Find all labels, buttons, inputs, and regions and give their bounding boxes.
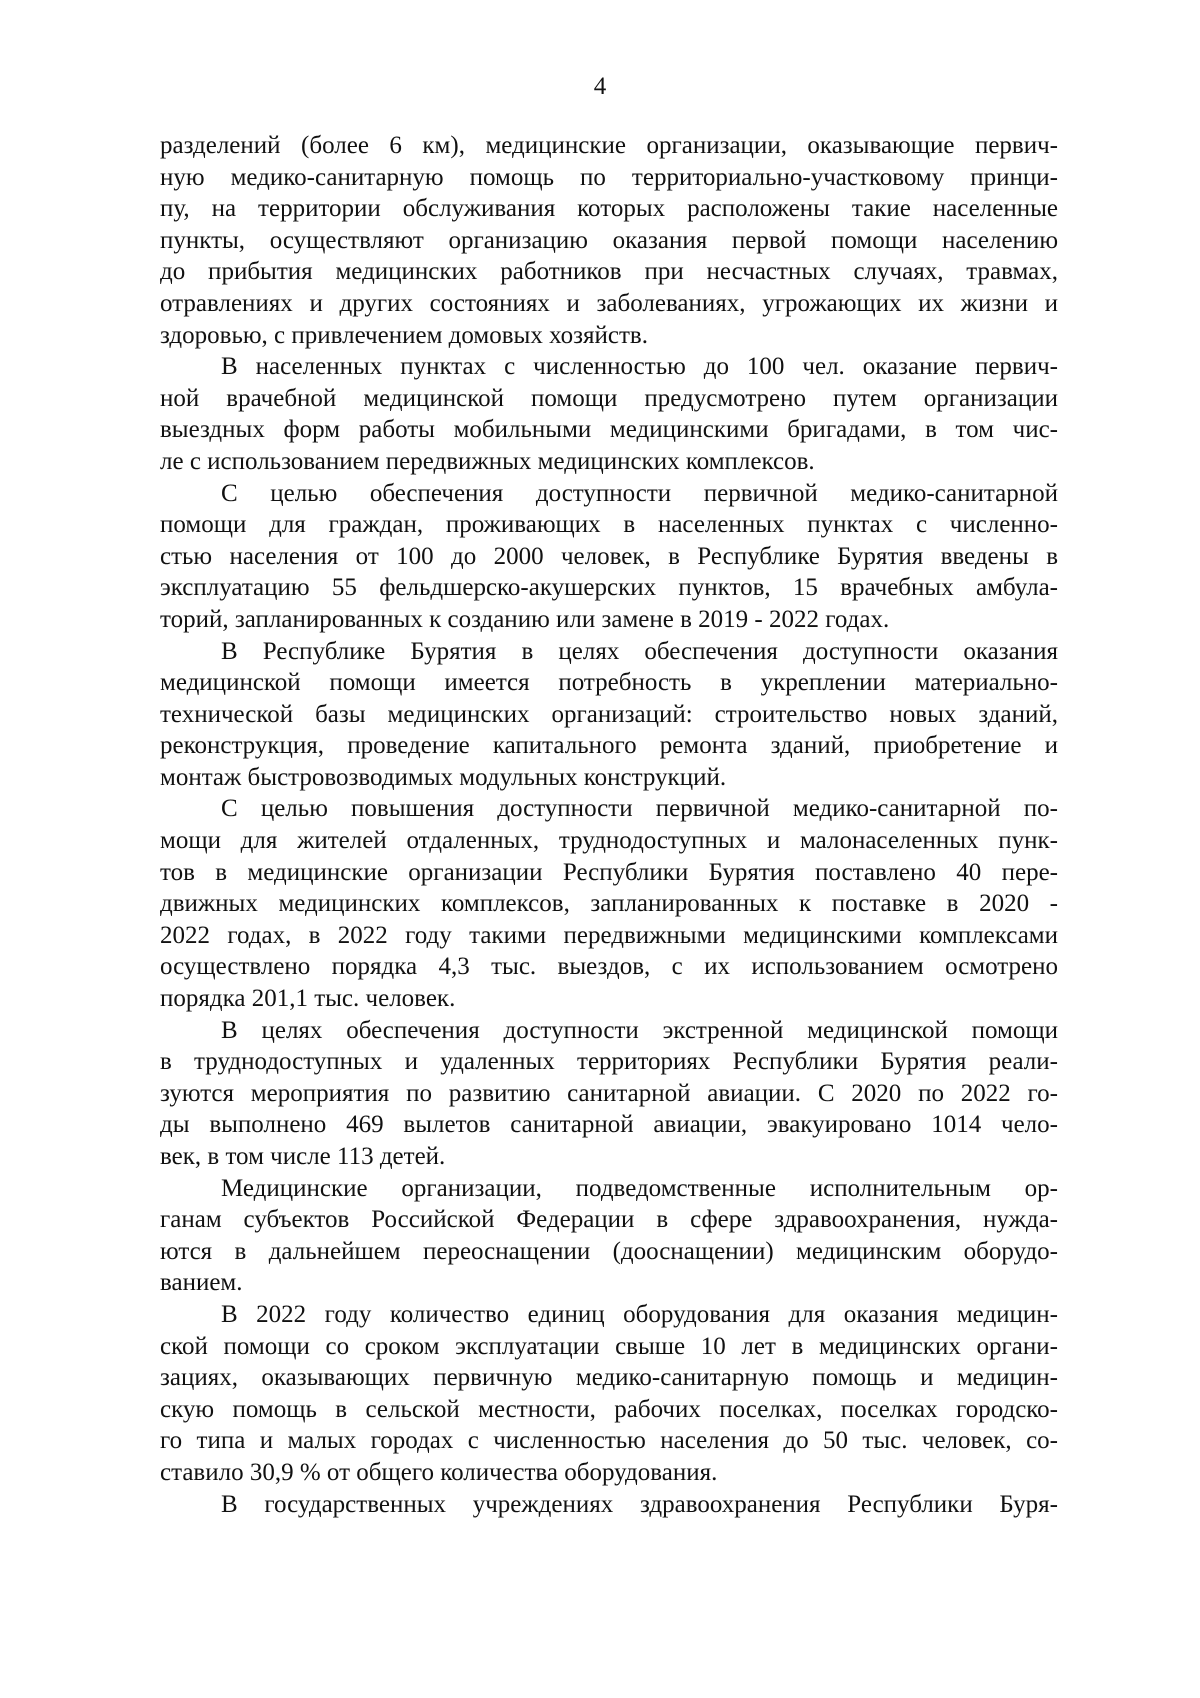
paragraph (160, 1489, 1058, 1521)
page-number: 4 (593, 73, 607, 100)
text-line: ставило 30,9 % от общего количества оборудования. (160, 1458, 718, 1486)
text-line: ганам субъектов Российской Федерации в сфере здравоохранения, нужда- (160, 1206, 1058, 1234)
text-line: в труднодоступных и удаленных территориях Республики Бурятия реали- (160, 1048, 1058, 1076)
text-line: скую помощь в сельской местности, рабочих поселках, поселках городско- (160, 1395, 1058, 1423)
text-line: ды выполнено 469 вылетов санитарной авиации, эвакуировано 1014 чело- (160, 1111, 1058, 1139)
text-line: торий, запланированных к созданию или замене в 2019 - 2022 годах. (160, 605, 890, 633)
text-line: технической базы медицинских организаций: строительство новых зданий, (160, 700, 1058, 728)
text-line: отравлениях и других состояниях и заболеваниях, угрожающих их жизни и (160, 289, 1058, 317)
text-line: порядка 201,1 тыс. человек. (160, 985, 456, 1013)
text-line: зуются мероприятия по развитию санитарной авиации. С 2020 по 2022 го- (160, 1079, 1058, 1107)
text-line: В 2022 году количество единиц оборудования для оказания медицин- (221, 1300, 1058, 1328)
text-line: ной врачебной медицинской помощи предусмотрено путем организации (160, 384, 1058, 412)
text-line: ную медико-санитарную помощь по территориально-участковому принци- (160, 163, 1058, 191)
text-line: В государственных учреждениях здравоохранения Республики Буря- (221, 1490, 1058, 1518)
text-line: С целью обеспечения доступности первичной медико-санитарной (221, 479, 1058, 507)
text-line: ванием. (160, 1269, 243, 1297)
text-line: разделений (более 6 км), медицинские организации, оказывающие первич- (160, 132, 1058, 159)
text-line: монтаж быстровозводимых модульных конструкций. (160, 763, 727, 791)
text-line: Медицинские организации, подведомственные исполнительным ор- (221, 1174, 1058, 1202)
text-line: мощи для жителей отдаленных, труднодоступных и малонаселенных пунк- (160, 827, 1058, 855)
text-line: В Республике Бурятия в целях обеспечения доступности оказания (221, 637, 1058, 665)
paragraph (160, 793, 1058, 1014)
text-line: здоровью, с привлечением домовых хозяйств. (160, 321, 648, 349)
paragraph (160, 351, 1058, 477)
text-line: го типа и малых городах с численностью населения до 50 тыс. человек, со- (160, 1427, 1058, 1455)
text-line: до прибытия медицинских работников при несчастных случаях, травмах, (160, 258, 1058, 286)
text-line: тов в медицинские организации Республики Бурятия поставлено 40 пере- (160, 858, 1058, 886)
text-line: В населенных пунктах с численностью до 100 чел. оказание первич- (221, 353, 1058, 381)
text-line: век, в том числе 113 детей. (160, 1143, 446, 1170)
paragraph (160, 130, 1058, 351)
text-line: пункты, осуществляют организацию оказания первой помощи населению (160, 226, 1058, 254)
text-line: В целях обеспечения доступности экстренной медицинской помощи (221, 1016, 1058, 1044)
text-line: эксплуатацию 55 фельдшерско-акушерских пунктов, 15 врачебных амбула- (160, 574, 1058, 602)
paragraph (160, 1015, 1058, 1173)
paragraph (160, 636, 1058, 794)
text-line: осуществлено порядка 4,3 тыс. выездов, с их использованием осмотрено (160, 953, 1058, 981)
text-line: движных медицинских комплексов, запланированных к поставке в 2020 - (160, 890, 1058, 918)
text-line: медицинской помощи имеется потребность в укреплении материально- (160, 669, 1058, 697)
text-line: помощи для граждан, проживающих в населенных пунктах с численно- (160, 511, 1058, 539)
paragraph (160, 478, 1058, 636)
text-line: реконструкция, проведение капитального ремонта зданий, приобретение и (160, 732, 1058, 760)
text-line: зациях, оказывающих первичную медико-санитарную помощь и медицин- (160, 1364, 1058, 1392)
text-line: стью населения от 100 до 2000 человек, в Республике Бурятия введены в (160, 542, 1058, 570)
text-line: ской помощи со сроком эксплуатации свыше 10 лет в медицинских органи- (160, 1332, 1058, 1360)
text-line: С целью повышения доступности первичной медико-санитарной по- (221, 795, 1058, 823)
paragraph (160, 1173, 1058, 1299)
paragraph (160, 1299, 1058, 1489)
text-line: 2022 годах, в 2022 году такими передвижными медицинскими комплексами (160, 921, 1058, 949)
text-line: ются в дальнейшем переоснащении (дооснащении) медицинским оборудо- (160, 1237, 1058, 1265)
text-line: ле с использованием передвижных медицинских комплексов. (160, 447, 815, 475)
text-line: пу, на территории обслуживания которых расположены такие населенные (160, 195, 1058, 223)
document-body (160, 130, 1058, 1520)
text-line: выездных форм работы мобильными медицинскими бригадами, в том чис- (160, 416, 1058, 444)
